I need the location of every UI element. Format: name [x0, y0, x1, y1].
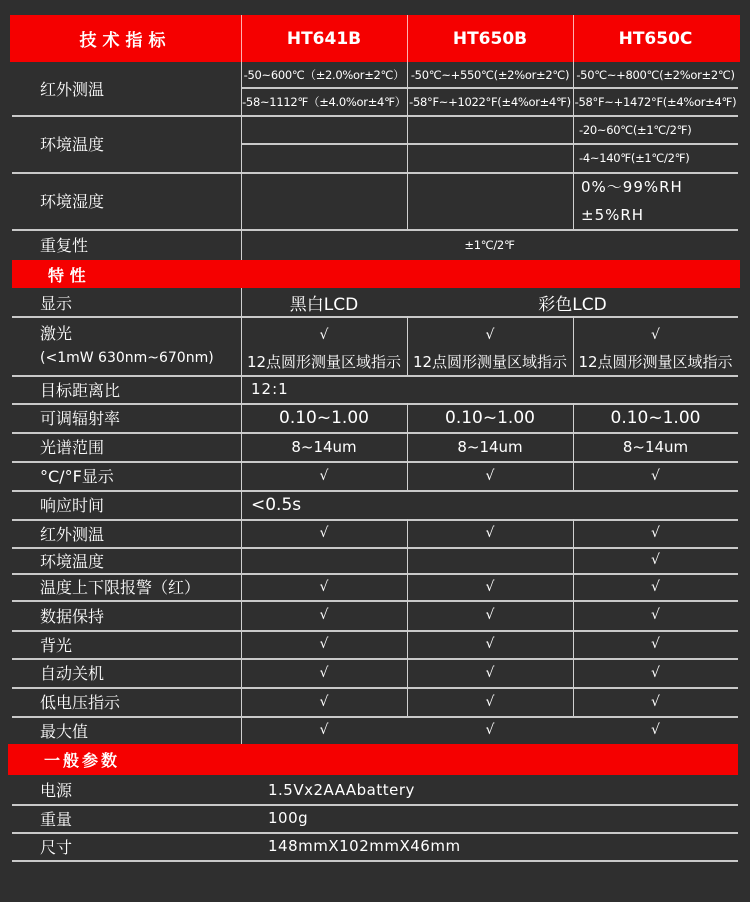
cell-value: 100g — [268, 809, 309, 827]
check-icon: √ — [651, 607, 660, 623]
row-label: 重复性 — [40, 236, 89, 255]
check-icon: √ — [319, 607, 329, 623]
divider — [241, 87, 738, 89]
check-icon: √ — [485, 636, 495, 652]
check-icon: √ — [485, 327, 495, 343]
section-title: 特 性 — [48, 265, 86, 285]
check-icon: √ — [651, 664, 660, 681]
section-title: 一般参数 — [44, 751, 121, 770]
row-label: 激光 — [40, 323, 73, 343]
row-label: 温度上下限报警（红） — [40, 578, 201, 597]
column-divider — [407, 687, 408, 716]
check-icon: √ — [485, 664, 495, 681]
divider — [241, 143, 738, 145]
cell-value: 8~14um — [291, 437, 357, 456]
column-divider — [407, 519, 408, 547]
cell-value: 148mmX102mmX46mm — [268, 837, 461, 855]
check-icon: √ — [319, 467, 329, 484]
cell-value: 彩色LCD — [538, 294, 607, 315]
check-icon: √ — [651, 327, 660, 343]
check-icon: √ — [651, 722, 660, 738]
cell-value: -4~140℉(±1℃/2℉) — [579, 151, 690, 165]
check-icon: √ — [319, 693, 329, 710]
cell-value: -58~1112℉（±4.0%or±4℉） — [242, 94, 406, 109]
cell-value: 0.10~1.00 — [445, 407, 535, 428]
check-icon: √ — [485, 607, 495, 623]
column-divider — [573, 62, 574, 229]
cell-value: 0.10~1.00 — [279, 407, 369, 428]
cell-value: 8~14um — [622, 437, 689, 456]
check-icon: √ — [485, 578, 495, 595]
cell-value: -58°F~+1022°F(±4%or±4℉) — [409, 94, 571, 109]
row-label: 光谱范围 — [40, 438, 105, 457]
check-icon: √ — [651, 467, 660, 484]
column-divider — [241, 15, 242, 62]
cell-value: -20~60℃(±1℃/2℉) — [579, 122, 692, 137]
cell-value: 0%～99%RH — [581, 178, 683, 196]
row-label: 响应时间 — [40, 496, 105, 515]
check-icon: √ — [651, 693, 660, 710]
cell-value: -50~600℃（±2.0%or±2℃） — [243, 68, 405, 82]
cell-value: 0.10~1.00 — [610, 407, 701, 428]
column-divider — [407, 403, 408, 490]
row-label: 红外测温 — [40, 80, 105, 99]
row-label: 数据保持 — [40, 606, 105, 626]
check-icon: √ — [485, 467, 495, 484]
check-icon: √ — [651, 578, 660, 595]
row-label: 环境湿度 — [40, 192, 105, 211]
check-icon: √ — [651, 636, 660, 652]
check-icon: √ — [319, 722, 329, 738]
column-divider — [407, 547, 408, 573]
row-label: 可调辐射率 — [40, 409, 121, 428]
check-icon: √ — [319, 525, 329, 541]
row-label: 尺寸 — [40, 837, 73, 857]
row-label: °C/°F显示 — [40, 467, 114, 486]
column-divider — [573, 15, 574, 62]
check-icon: √ — [651, 525, 660, 541]
column-divider — [573, 547, 574, 573]
cell-value: 12点圆形测量区域指示 — [246, 352, 402, 371]
check-icon: √ — [485, 525, 495, 541]
column-divider — [573, 687, 574, 716]
cell-value: 黑白LCD — [289, 294, 359, 315]
row-label: 环境温度 — [40, 551, 105, 571]
cell-value: 8~14um — [457, 437, 523, 456]
column-divider — [407, 600, 408, 630]
model-header: HT650B — [452, 28, 528, 49]
column-divider — [407, 658, 408, 687]
column-divider — [407, 15, 408, 62]
check-icon: √ — [319, 578, 329, 595]
row-label: 自动关机 — [40, 664, 105, 683]
cell-value: -50℃~+550℃(±2%or±2℃) — [410, 68, 570, 82]
column-divider — [573, 519, 574, 547]
row-label: 背光 — [40, 635, 73, 655]
row-label: 红外测温 — [40, 524, 105, 544]
cell-value: 12:1 — [251, 380, 289, 398]
cell-value: <0.5s — [251, 494, 302, 515]
check-icon: √ — [651, 552, 660, 568]
cell-value: -50℃~+800℃(±2%or±2℃) — [576, 68, 735, 82]
column-divider — [573, 600, 574, 630]
row-label-sub: (<1mW 630nm~670nm) — [40, 350, 214, 366]
column-divider — [407, 573, 408, 600]
column-divider — [573, 403, 574, 490]
row-label: 显示 — [40, 293, 73, 313]
row-label: 环境温度 — [40, 135, 105, 154]
divider — [12, 860, 738, 862]
column-divider — [407, 62, 408, 229]
row-label: 最大值 — [40, 721, 89, 741]
model-header: HT641B — [286, 28, 362, 49]
model-header: HT650C — [618, 28, 693, 49]
row-label: 低电压指示 — [40, 693, 121, 712]
cell-value: 12点圆形测量区域指示 — [412, 352, 568, 371]
row-label: 目标距离比 — [40, 380, 121, 400]
header-title: 技术指标 — [79, 31, 172, 51]
row-label: 电源 — [40, 781, 73, 800]
cell-value: ±1℃/2℉ — [464, 237, 515, 252]
column-divider — [573, 573, 574, 600]
check-icon: √ — [485, 693, 495, 710]
check-icon: √ — [485, 722, 495, 738]
cell-value: -58°F~+1472°F(±4%or±4℉) — [574, 94, 737, 109]
column-divider — [573, 630, 574, 658]
cell-value: 1.5Vx2AAAbattery — [268, 780, 415, 799]
column-divider — [573, 658, 574, 687]
column-divider — [407, 630, 408, 658]
column-divider — [407, 316, 408, 375]
row-label: 重量 — [40, 809, 73, 829]
cell-value: ±5%RH — [581, 206, 645, 224]
check-icon: √ — [319, 327, 329, 343]
check-icon: √ — [319, 664, 329, 681]
column-divider — [573, 316, 574, 375]
check-icon: √ — [319, 636, 329, 652]
cell-value: 12点圆形测量区域指示 — [578, 352, 733, 371]
